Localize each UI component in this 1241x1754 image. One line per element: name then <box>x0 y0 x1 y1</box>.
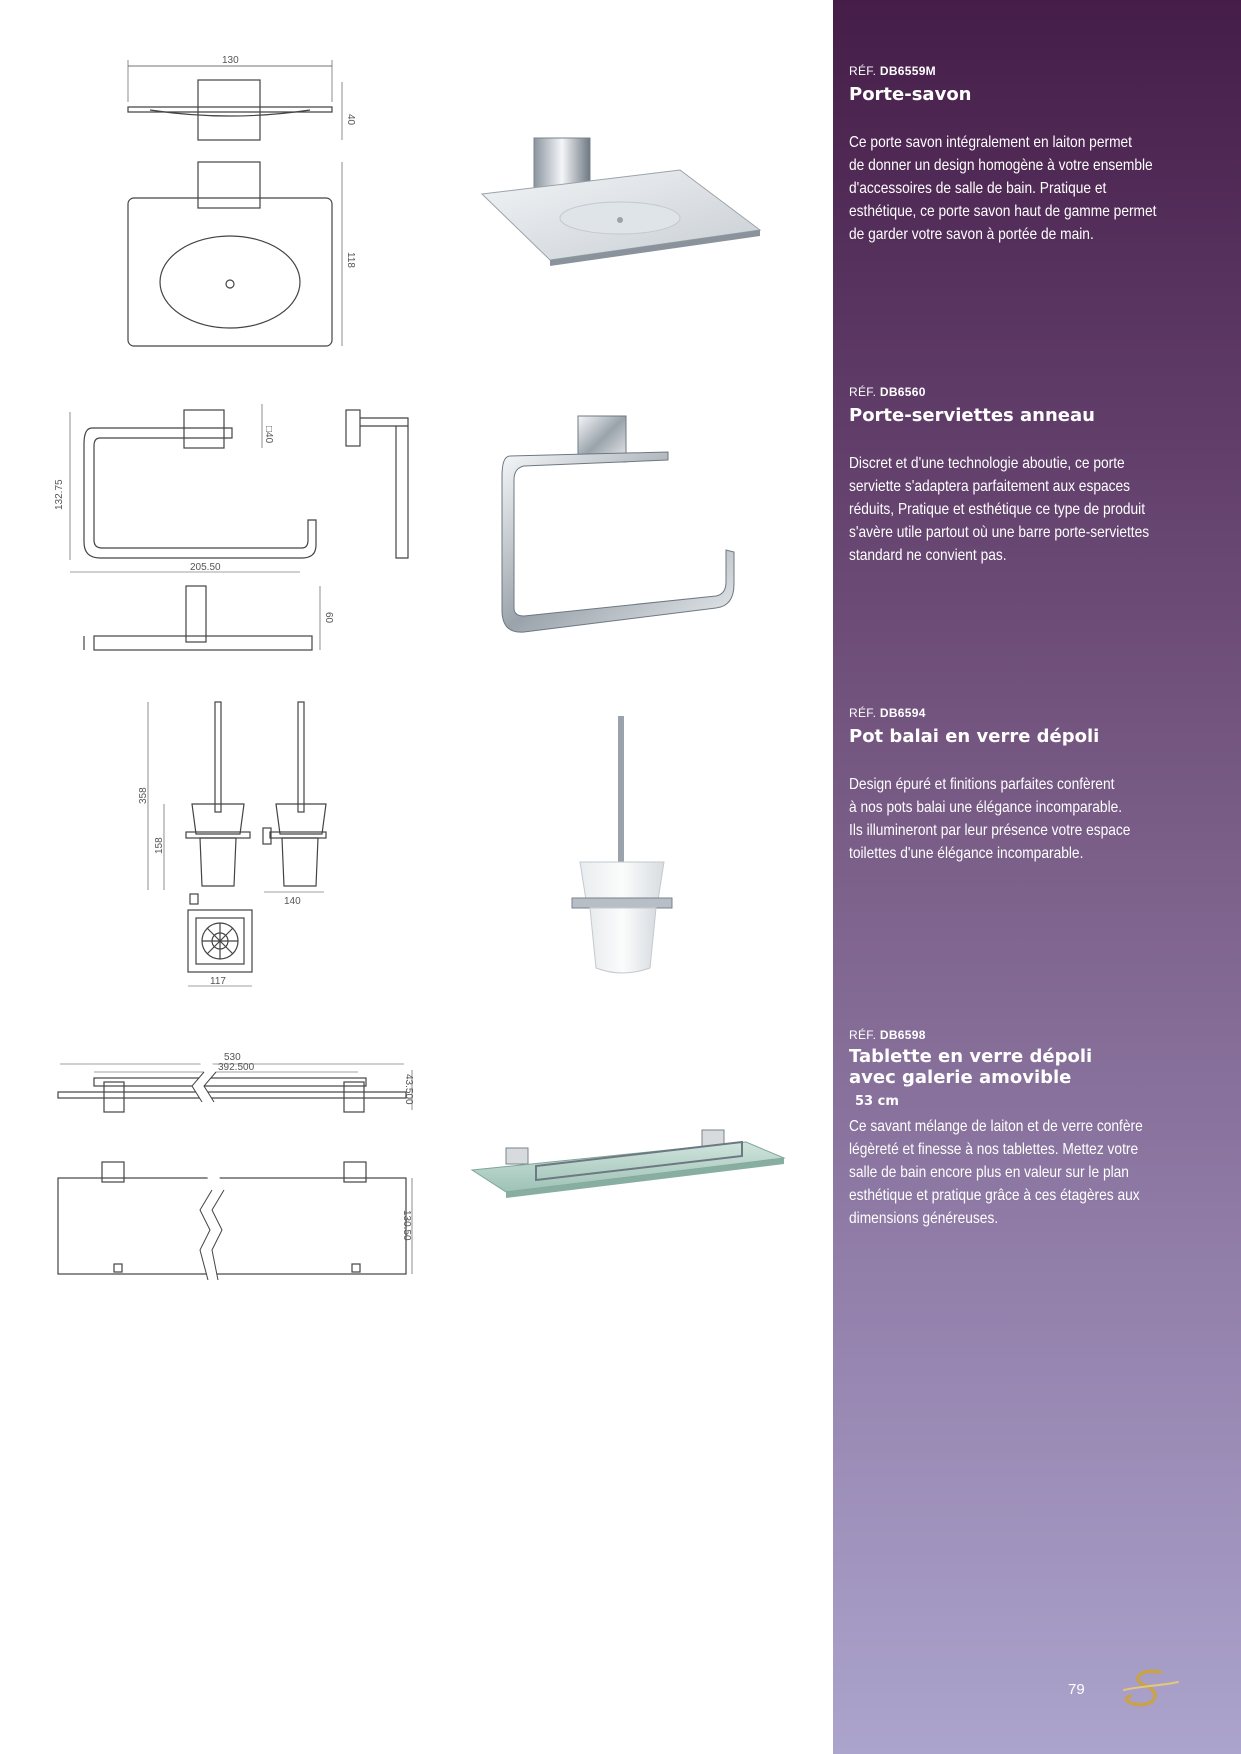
dimension-label: 140 <box>284 896 301 907</box>
brand-logo <box>1120 1664 1180 1714</box>
dimension-label: 130 <box>222 55 239 66</box>
soap-dish-technical-drawing <box>120 52 360 352</box>
dimension-label: 118 <box>345 252 356 268</box>
ref-prefix: RÉF. <box>849 1028 877 1042</box>
sidebar-panel <box>833 0 1241 1754</box>
dimension-label: 158 <box>154 837 165 854</box>
product-block-toilet-brush <box>849 706 1199 865</box>
product-block-towel-ring <box>849 385 1199 567</box>
dimension-label: 132.75 <box>54 479 65 510</box>
product-block-glass-shelf <box>849 1028 1199 1230</box>
product-reference <box>849 706 1199 720</box>
product-description: Ce porte savon intégralement en laiton permet de donner un design homogène à votre ensemble d'accessoires de salle de bain. Pratique et esthétique, ce porte savon haut de gamme permet de garder votre savon à portée de main. <box>849 134 1157 243</box>
product-title: Porte-savon <box>849 84 972 105</box>
glass-shelf-technical-drawing <box>54 1050 414 1290</box>
dimension-label: 392.500 <box>218 1062 255 1073</box>
product-title: Tablette en verre dépoli avec galerie amovible <box>849 1046 1093 1088</box>
dimension-label: □40 <box>263 426 274 444</box>
dimension-label: 60 <box>323 612 334 624</box>
dimension-label: 43.500 <box>403 1074 414 1105</box>
ref-code: DB6560 <box>879 385 926 399</box>
toilet-brush-technical-drawing <box>128 694 348 994</box>
ref-prefix: RÉF. <box>849 64 877 78</box>
glass-shelf-photo <box>466 1120 786 1210</box>
ref-prefix: RÉF. <box>849 706 877 720</box>
dimension-label: 40 <box>345 114 356 126</box>
page-number: 79 <box>1068 1681 1085 1698</box>
dimension-label: 130.50 <box>401 1210 412 1241</box>
product-description: Discret et d'une technologie aboutie, ce porte serviette s'adaptera parfaitement aux espaces réduits, Pratique et esthétique ce type de produit s'avère utile partout où une barre porte-serviettes standard ne convient pas. <box>849 455 1150 564</box>
product-reference <box>849 64 1199 78</box>
product-title: Pot balai en verre dépoli <box>849 726 1100 747</box>
product-size: 53 cm <box>855 1094 899 1109</box>
ref-prefix: RÉF. <box>849 385 877 399</box>
product-title: Porte-serviettes anneau <box>849 405 1095 426</box>
toilet-brush-photo <box>560 712 710 982</box>
product-block-soap-dish <box>849 64 1199 246</box>
product-reference <box>849 385 1199 399</box>
product-reference <box>849 1028 1199 1042</box>
ref-code: DB6594 <box>879 706 926 720</box>
ref-code: DB6559M <box>879 64 936 78</box>
dimension-label: 358 <box>138 787 149 804</box>
towel-ring-photo <box>490 412 770 642</box>
soap-dish-photo <box>470 130 770 280</box>
product-description: Design épuré et finitions parfaites confèrent à nos pots balai une élégance incomparable. Ils illumineront par leur présence votre espace toilettes d'une élégance incomparable. <box>849 776 1131 862</box>
dimension-label: 205.50 <box>190 562 221 573</box>
product-description: Ce savant mélange de laiton et de verre confère légèreté et finesse à nos tablettes. Mettez votre salle de bain encore plus en valeur sur le plan esthétique et pratique grâce à ces étagères aux dimensions généreuses. <box>849 1118 1143 1227</box>
towel-ring-technical-drawing <box>52 390 422 660</box>
ref-code: DB6598 <box>879 1028 926 1042</box>
dimension-label: 117 <box>210 976 226 987</box>
dimension-label: 530 <box>224 1052 241 1063</box>
